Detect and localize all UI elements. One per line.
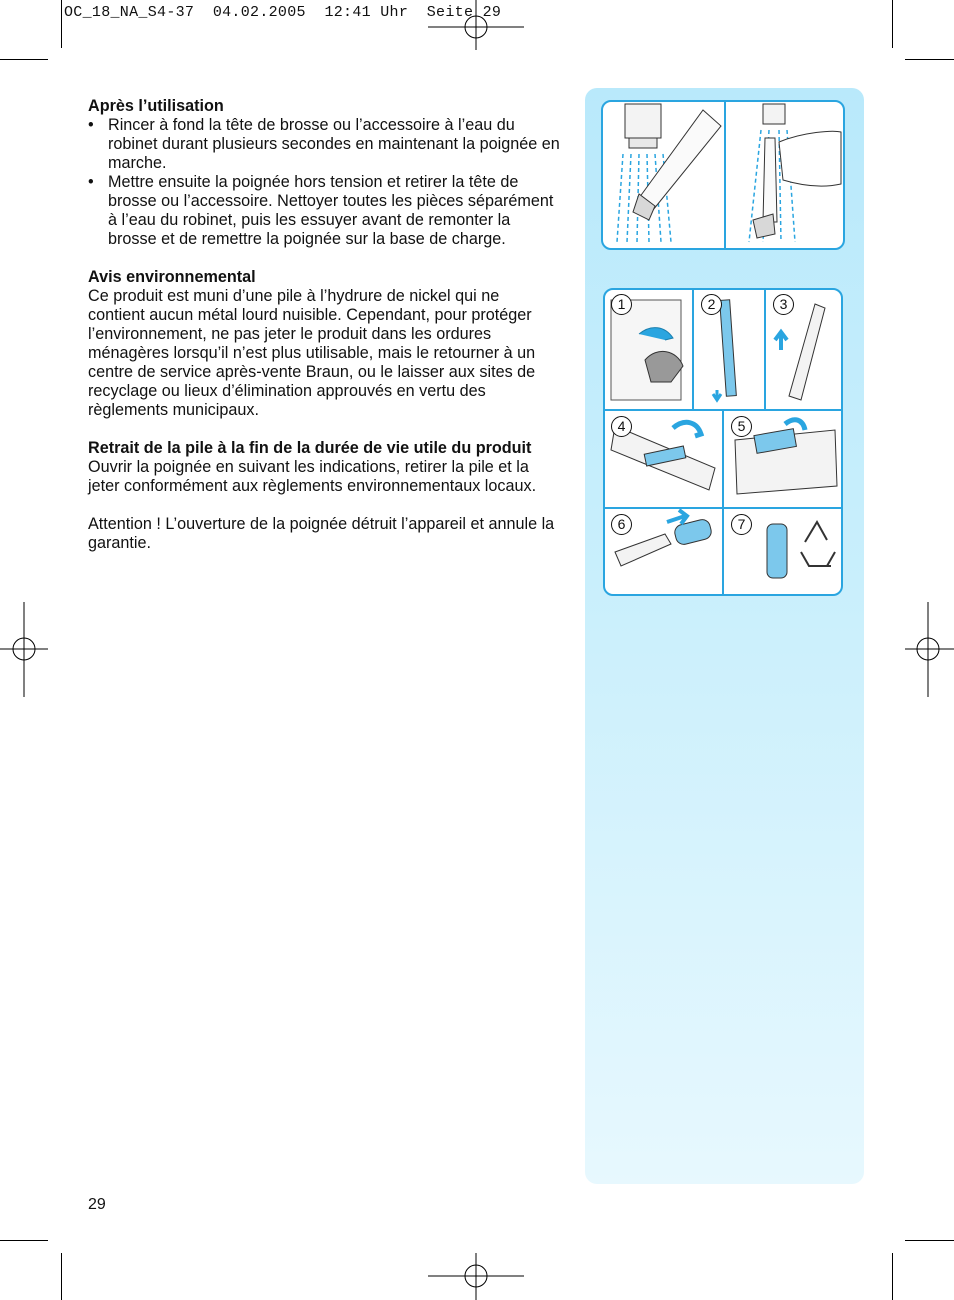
section-warning — [88, 515, 560, 553]
step-number-badge: 3 — [773, 294, 794, 315]
step-number-badge: 2 — [701, 294, 722, 315]
warning-paragraph: Attention ! L’ouverture de la poignée détruit l’appareil et annule la garantie. — [88, 515, 555, 552]
paragraph: Ce produit est muni d’une pile à l’hydrure de nickel qui ne contient aucun métal lourd nuisible. Cependant, pour protéger l’environnement, ne pas jeter le produit dans les ordures ménagères lorsqu’il n’est plus utilisable, mais le retourner à un centre de service après-vente Braun, ou le laisser aux sites de recyclage ou lieux d’élimination approuvés en vertu des règlements municipaux. — [88, 287, 536, 419]
step-number-badge: 6 — [611, 514, 632, 535]
rinse-figure — [601, 100, 845, 250]
list-item: • Rincer à fond la tête de brosse ou l’accessoire à l’eau du robinet durant plusieurs secondes en maintenant la poignée en marche. — [88, 116, 560, 172]
print-slug: OC_18_NA_S4-37 04.02.2005 12:41 Uhr Seite 29 — [64, 4, 502, 21]
bullet-list — [88, 116, 560, 249]
section-title: Retrait de la pile à la fin de la durée de vie utile du produit — [88, 439, 532, 457]
page-number: 29 — [88, 1196, 106, 1213]
illustration-panel — [585, 88, 864, 1184]
battery-removal-illustration — [605, 290, 841, 594]
main-text-column — [88, 97, 560, 572]
section-after-use — [88, 97, 560, 249]
step-number-badge: 1 — [611, 294, 632, 315]
bullet-marker: • — [88, 173, 94, 191]
section-battery-removal — [88, 439, 560, 496]
battery-removal-figure — [603, 288, 843, 596]
step-number-badge: 7 — [731, 514, 752, 535]
section-title: Avis environnemental — [88, 268, 256, 286]
step-number-badge: 4 — [611, 416, 632, 437]
section-title: Après l’utilisation — [88, 97, 224, 115]
step-number-badge: 5 — [731, 416, 752, 437]
bullet-marker: • — [88, 116, 94, 134]
paragraph: Ouvrir la poignée en suivant les indications, retirer la pile et la jeter conformément aux règlements environnementaux locaux. — [88, 458, 537, 495]
rinse-illustration — [603, 102, 843, 248]
section-environment — [88, 268, 560, 420]
list-item: • Mettre ensuite la poignée hors tension et retirer la tête de brosse ou l’accessoire. Nettoyer toutes les pièces séparément à l’eau du robinet, puis les essuyer avant de remonter la brosse et de remettre la poignée sur la base de charge. — [88, 173, 554, 248]
